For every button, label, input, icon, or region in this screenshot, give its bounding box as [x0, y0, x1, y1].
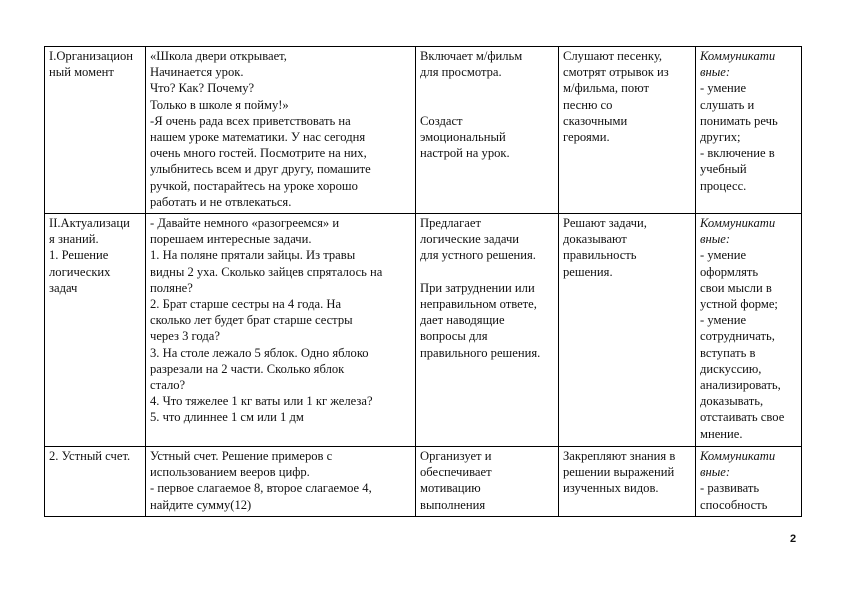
- text-line: понимать речь: [700, 113, 778, 128]
- text-line: 3. На столе лежало 5 яблок. Одно яблоко: [150, 345, 369, 360]
- uud-cell: [696, 47, 802, 214]
- text-line: использованием вееров цифр.: [150, 465, 310, 480]
- text-line: Слушают песенку,: [563, 49, 663, 63]
- text-line: Организует и: [420, 449, 492, 463]
- text-line: Коммуникати: [700, 216, 776, 230]
- text-line: дает наводящие: [420, 313, 505, 328]
- text-line: обеспечивает: [420, 465, 492, 480]
- text-line: смотрят отрывок из: [563, 65, 669, 80]
- text-line: Начинается урок.: [150, 65, 244, 80]
- text-line: вные:: [700, 65, 731, 80]
- text-line: При затруднении или: [420, 280, 535, 295]
- lesson-plan-table: [44, 46, 802, 517]
- student-activity-cell: [559, 47, 696, 214]
- text-line: работать и не отвлекаться.: [150, 194, 292, 209]
- text-line: логических: [49, 264, 111, 279]
- text-line: отстаивать свое: [700, 410, 785, 425]
- table-row: [45, 214, 802, 447]
- text-line: логические задачи: [420, 232, 520, 247]
- text-line: песню со: [563, 97, 613, 112]
- table-row: [45, 447, 802, 517]
- text-line: вступать в: [700, 345, 756, 360]
- text-line: - первое слагаемое 8, второе слагаемое 4,: [150, 481, 372, 496]
- text-line: очень много гостей. Посмотрите на них,: [150, 146, 367, 161]
- text-line: доказывают: [563, 232, 627, 247]
- text-line: 1. Решение: [49, 248, 109, 263]
- table-row: [45, 47, 802, 214]
- text-line: - развивать: [700, 481, 760, 496]
- text-line: - включение в: [700, 146, 775, 161]
- text-line: видны 2 уха. Сколько зайцев спряталось на: [150, 264, 383, 279]
- text-line: решении выражений: [563, 465, 675, 480]
- text-line: сказочными: [563, 113, 628, 128]
- text-line: - умение: [700, 313, 747, 328]
- text-line: свои мысли в: [700, 280, 772, 295]
- text-line: II.Актуализаци: [49, 216, 130, 230]
- content-cell: [146, 47, 416, 214]
- text-line: выполнения: [420, 497, 486, 512]
- text-line: м/фильма, поют: [563, 81, 649, 96]
- text-line: вопросы для: [420, 329, 488, 344]
- text-line: Предлагает: [420, 216, 481, 230]
- text-line: ручкой, постарайтесь на уроке хорошо: [150, 178, 358, 193]
- text-line: слушать и: [700, 97, 755, 112]
- text-line: 4. Что тяжелее 1 кг ваты или 1 кг железа?: [150, 394, 373, 409]
- text-line: решения.: [563, 264, 613, 279]
- student-activity-cell: [559, 214, 696, 447]
- text-line: Создаст: [420, 113, 463, 128]
- text-line: -Я очень рада всех приветствовать на: [150, 113, 351, 128]
- text-line: улыбнитесь всем и друг другу, помашите: [150, 162, 371, 177]
- text-line: найдите сумму(12): [150, 497, 252, 512]
- text-line: Устный счет. Решение примеров с: [150, 449, 333, 463]
- text-line: доказывать,: [700, 394, 764, 409]
- text-line: мнение.: [700, 426, 743, 441]
- student-activity-cell: [559, 447, 696, 517]
- text-line: эмоциональный: [420, 130, 506, 144]
- text-line: задач: [49, 280, 78, 295]
- text-line: - Давайте немного «разогреемся» и: [150, 216, 340, 230]
- stage-cell: [45, 47, 146, 214]
- text-line: других;: [700, 130, 741, 145]
- content-cell: [146, 214, 416, 447]
- text-line: 5. что длиннее 1 см или 1 дм: [150, 410, 304, 425]
- text-line: для просмотра.: [420, 65, 502, 80]
- content-cell: [146, 447, 416, 517]
- uud-cell: [696, 447, 802, 517]
- uud-cell: [696, 214, 802, 447]
- text-line: неправильном ответе,: [420, 297, 537, 311]
- text-line: - умение: [700, 81, 747, 96]
- text-line: разрезали на 2 части. Сколько яблок: [150, 361, 345, 376]
- text-line: учебный: [700, 162, 747, 177]
- text-line: 2. Устный счет.: [49, 449, 131, 463]
- teacher-activity-cell: [416, 214, 559, 447]
- text-line: - умение: [700, 248, 747, 263]
- text-line: Закрепляют знания в: [563, 449, 676, 463]
- teacher-activity-cell: [416, 447, 559, 517]
- text-line: Коммуникати: [700, 49, 776, 63]
- text-line: Решают задачи,: [563, 216, 647, 230]
- text-line: сколько лет будет брат старше сестры: [150, 313, 353, 328]
- text-line: изученных видов.: [563, 481, 659, 496]
- text-line: 1. На поляне прятали зайцы. Из травы: [150, 248, 356, 263]
- text-line: ный момент: [49, 65, 114, 80]
- text-line: Только в школе я пойму!»: [150, 97, 289, 112]
- text-line: Включает м/фильм: [420, 49, 523, 63]
- text-line: правильность: [563, 248, 637, 263]
- page-number: 2: [790, 533, 797, 545]
- text-line: процесс.: [700, 178, 747, 193]
- text-line: стало?: [150, 378, 186, 393]
- text-line: я знаний.: [49, 232, 99, 247]
- text-line: устной форме;: [700, 297, 778, 312]
- text-line: через 3 года?: [150, 329, 220, 344]
- text-line: способность: [700, 497, 768, 512]
- text-line: оформлять: [700, 264, 759, 279]
- text-line: 2. Брат старше сестры на 4 года. На: [150, 297, 342, 312]
- text-line: героями.: [563, 130, 610, 145]
- text-line: настрой на урок.: [420, 146, 510, 161]
- text-line: дискуссию,: [700, 361, 762, 376]
- text-line: нашем уроке математики. У нас сегодня: [150, 130, 366, 145]
- text-line: сотрудничать,: [700, 329, 775, 344]
- text-line: Что? Как? Почему?: [150, 81, 255, 96]
- text-line: I.Организацион: [49, 49, 134, 63]
- text-line: Коммуникати: [700, 449, 776, 463]
- text-line: «Школа двери открывает,: [150, 49, 287, 63]
- stage-cell: [45, 214, 146, 447]
- stage-cell: [45, 447, 146, 517]
- text-line: правильного решения.: [420, 345, 541, 360]
- text-line: анализировать,: [700, 378, 781, 393]
- text-line: вные:: [700, 232, 731, 247]
- text-line: мотивацию: [420, 481, 481, 496]
- text-line: вные:: [700, 465, 731, 480]
- text-line: порешаем интересные задачи.: [150, 232, 312, 247]
- text-line: для устного решения.: [420, 248, 536, 263]
- teacher-activity-cell: [416, 47, 559, 214]
- text-line: поляне?: [150, 280, 193, 295]
